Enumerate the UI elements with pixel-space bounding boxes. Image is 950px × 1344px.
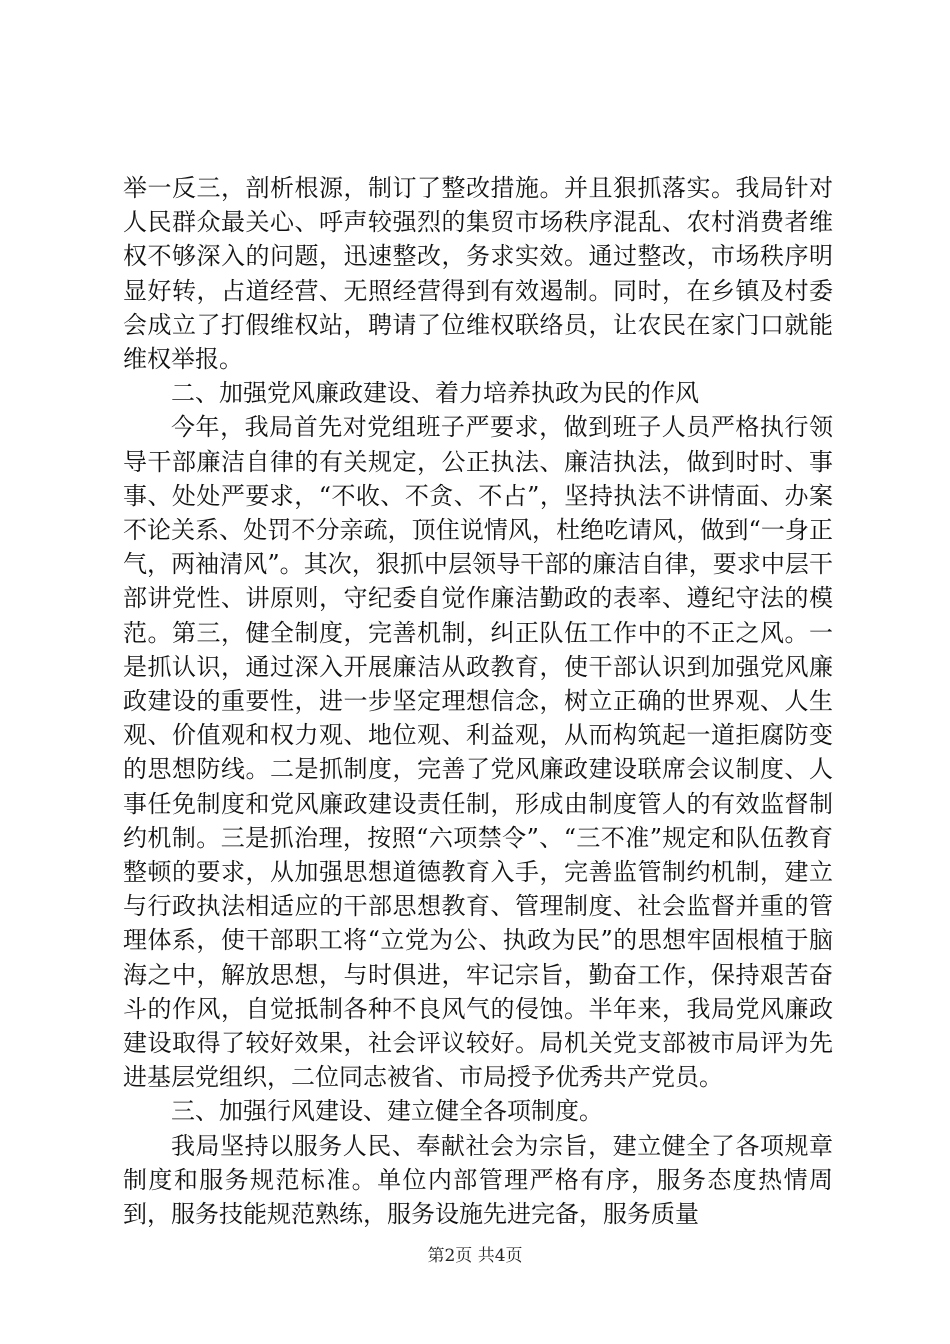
paragraph-service-standards: 我局坚持以服务人民、奉献社会为宗旨，建立健全了各项规章制度和服务规范标准。单位内部管理严格有序，服务态度热情周到，服务技能规范熟练，服务设施先进完备，服务质量 — [123, 1131, 833, 1229]
paragraph-integrity-building: 今年，我局首先对党组班子严要求，做到班子人员严格执行领导干部廉洁自律的有关规定，公正执法、廉洁执法，做到时时、事事、处处严要求，“不收、不贪、不占”，坚持执法不讲情面、办案不论关系、处罚不分亲疏，顶住说情风，杜绝吃请风，做到“一身正气，两袖清风”。其次，狠抓中层领导干部的廉洁自律，要求中层干部讲党性、讲原则，守纪委自觉作廉洁勤政的表率、遵纪守法的模范。第三，健全制度，完善机制，纠正队伍工作中的不正之风。一是抓认识，通过深入开展廉洁从政教育，使干部认识到加强党风廉政建设的重要性，进一步坚定理想信念，树立正确的世界观、人生观、价值观和权力观、地位观、利益观，从而构筑起一道拒腐防变的思想防线。二是抓制度，完善了党风廉政建设联席会议制度、人事任免制度和党风廉政建设责任制，形成由制度管人的有效监督制约机制。三是抓治理，按照“六项禁令”、“三不准”规定和队伍教育整顿的要求，从加强思想道德教育入手，完善监管制约机制，建立与行政执法相适应的干部思想教育、管理制度、社会监督并重的管理体系，使干部职工将“立党为公、执政为民”的思想牢固根植于脑海之中，解放思想，与时俱进，牢记宗旨，勤奋工作，保持艰苦奋斗的作风，自觉抵制各种不良风气的侵蚀。半年来，我局党风廉政建设取得了较好效果，社会评议较好。局机关党支部被市局评为先进基层党组织，二位同志被省、市局授予优秀共产党员。 — [123, 413, 833, 1092]
section-heading-2: 二、加强党风廉政建设、着力培养执政为民的作风 — [171, 379, 699, 408]
paragraph-continuation: 举一反三，剖析根源，制订了整改措施。并且狠抓落实。我局针对人民群众最关心、呼声较强烈的集贸市场秩序混乱、农村消费者维权不够深入的问题，迅速整改，务求实效。通过整改，市场秩序明显好转，占道经营、无照经营得到有效遏制。同时，在乡镇及村委会成立了打假维权站，聘请了位维权联络员，让农民在家门口就能维权举报。 — [123, 174, 833, 374]
page-number-footer: 第2页 共4页 — [427, 1246, 523, 1266]
section-heading-3: 三、加强行风建设、建立健全各项制度。 — [171, 1097, 603, 1126]
document-body — [123, 171, 833, 1231]
